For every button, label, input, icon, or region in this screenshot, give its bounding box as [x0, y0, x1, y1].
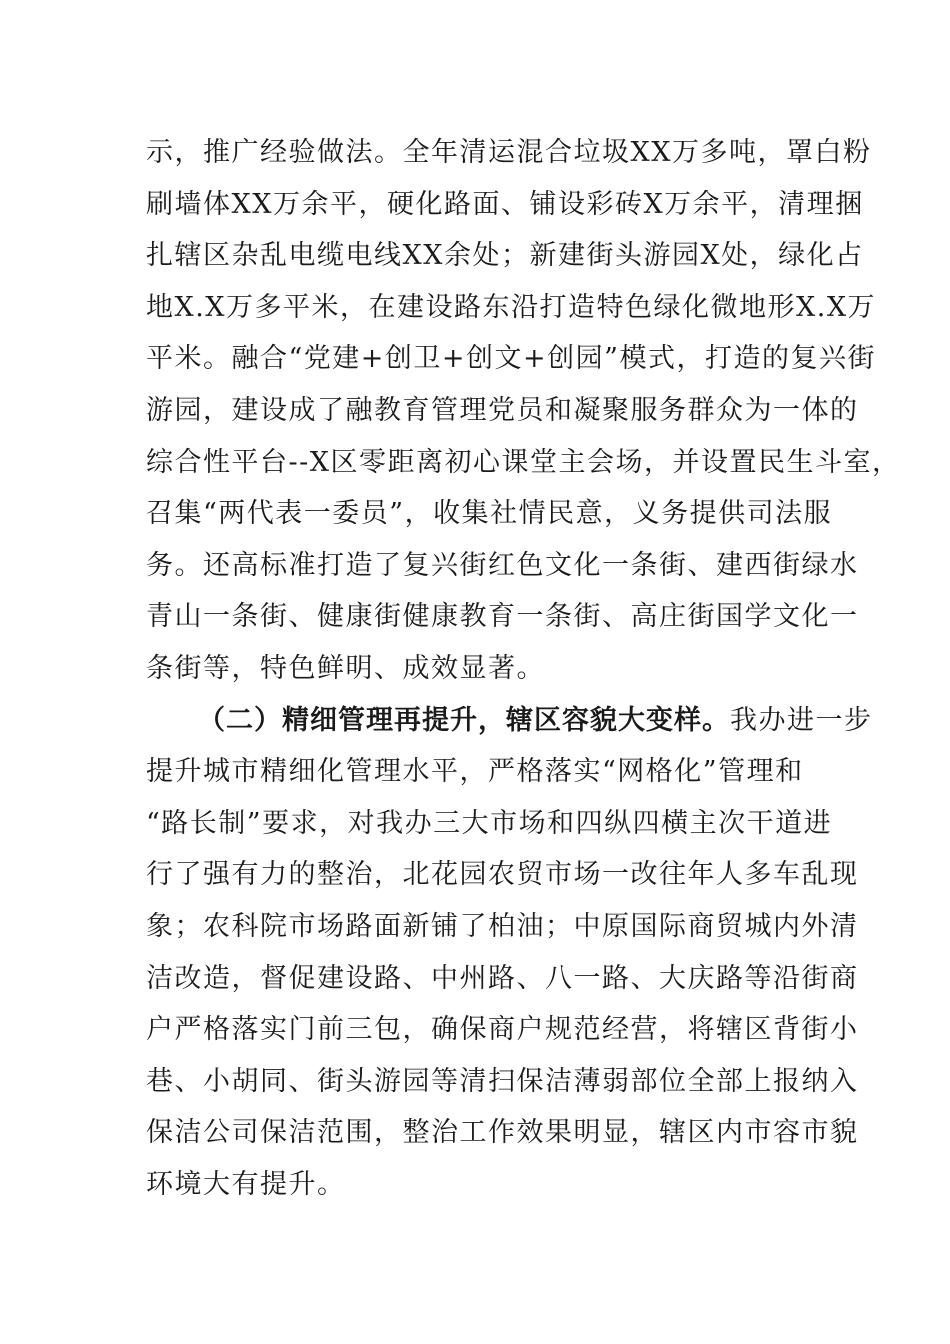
paragraph-line: 青山一条街、健康街健康教育一条街、高庄街国学文化一 — [146, 601, 859, 633]
paragraph-line: 刷墙体XX万余平，硬化路面、铺设彩砖X万余平，清理捆 — [146, 188, 864, 220]
paragraph-line: 地X.X万多平米，在建设路东沿打造特色绿化微地形X.X万 — [146, 291, 877, 323]
paragraph-line: 象；农科院市场路面新铺了柏油；中原国际商贸城内外清 — [146, 910, 859, 942]
paragraph-line: 示，推广经验做法。全年清运混合垃圾XX万多吨，罩白粉 — [146, 137, 872, 168]
paragraph-2 — [146, 695, 873, 1211]
paragraph-line: 务。还高标准打造了复兴街红色文化一条街、建西街绿水 — [146, 549, 859, 581]
heading-continuation: 我办进一步 — [730, 704, 873, 736]
paragraph-line: 巷、小胡同、街头游园等清扫保洁薄弱部位全部上报纳入 — [146, 1065, 859, 1097]
paragraph-line: 游园，建设成了融教育管理党员和凝聚服务群众为一体的 — [146, 394, 859, 426]
paragraph-line: 环境大有提升。 — [146, 1168, 346, 1200]
paragraph-line: 平米。融合“党建+创卫+创文+创园”模式，打造的复兴街 — [146, 343, 876, 375]
paragraph-line: 综合性平台--X区零距离初心课堂主会场，并设置民生斗室， — [146, 446, 901, 478]
section-heading: （二）精细管理再提升，辖区容貌大变样。 — [198, 704, 730, 736]
paragraph-line: 提升城市精细化管理水平，严格落实“网格化”管理和 — [146, 756, 804, 788]
paragraph-first-line — [146, 695, 873, 747]
paragraph-line: 保洁公司保洁范围，整治工作效果明显，辖区内市容市貌 — [146, 1117, 859, 1149]
paragraph-line: 户严格落实门前三包，确保商户规范经营，将辖区背街小 — [146, 1014, 859, 1046]
paragraph-line: “路长制”要求，对我办三大市场和四纵四横主次干道进 — [146, 807, 833, 839]
paragraph-line: 条街等，特色鲜明、成效显著。 — [146, 652, 545, 684]
paragraph-line: 召集“两代表一委员”，收集社情民意，义务提供司法服 — [146, 498, 833, 530]
paragraph-1 — [146, 127, 901, 695]
paragraph-line: 行了强有力的整治，北花园农贸市场一改往年人多车乱现 — [146, 859, 859, 891]
document-body — [146, 127, 901, 1210]
paragraph-line: 洁改造，督促建设路、中州路、八一路、大庆路等沿街商 — [146, 962, 859, 994]
paragraph-line: 扎辖区杂乱电缆电线XX余处；新建街头游园X处，绿化占 — [146, 240, 864, 272]
